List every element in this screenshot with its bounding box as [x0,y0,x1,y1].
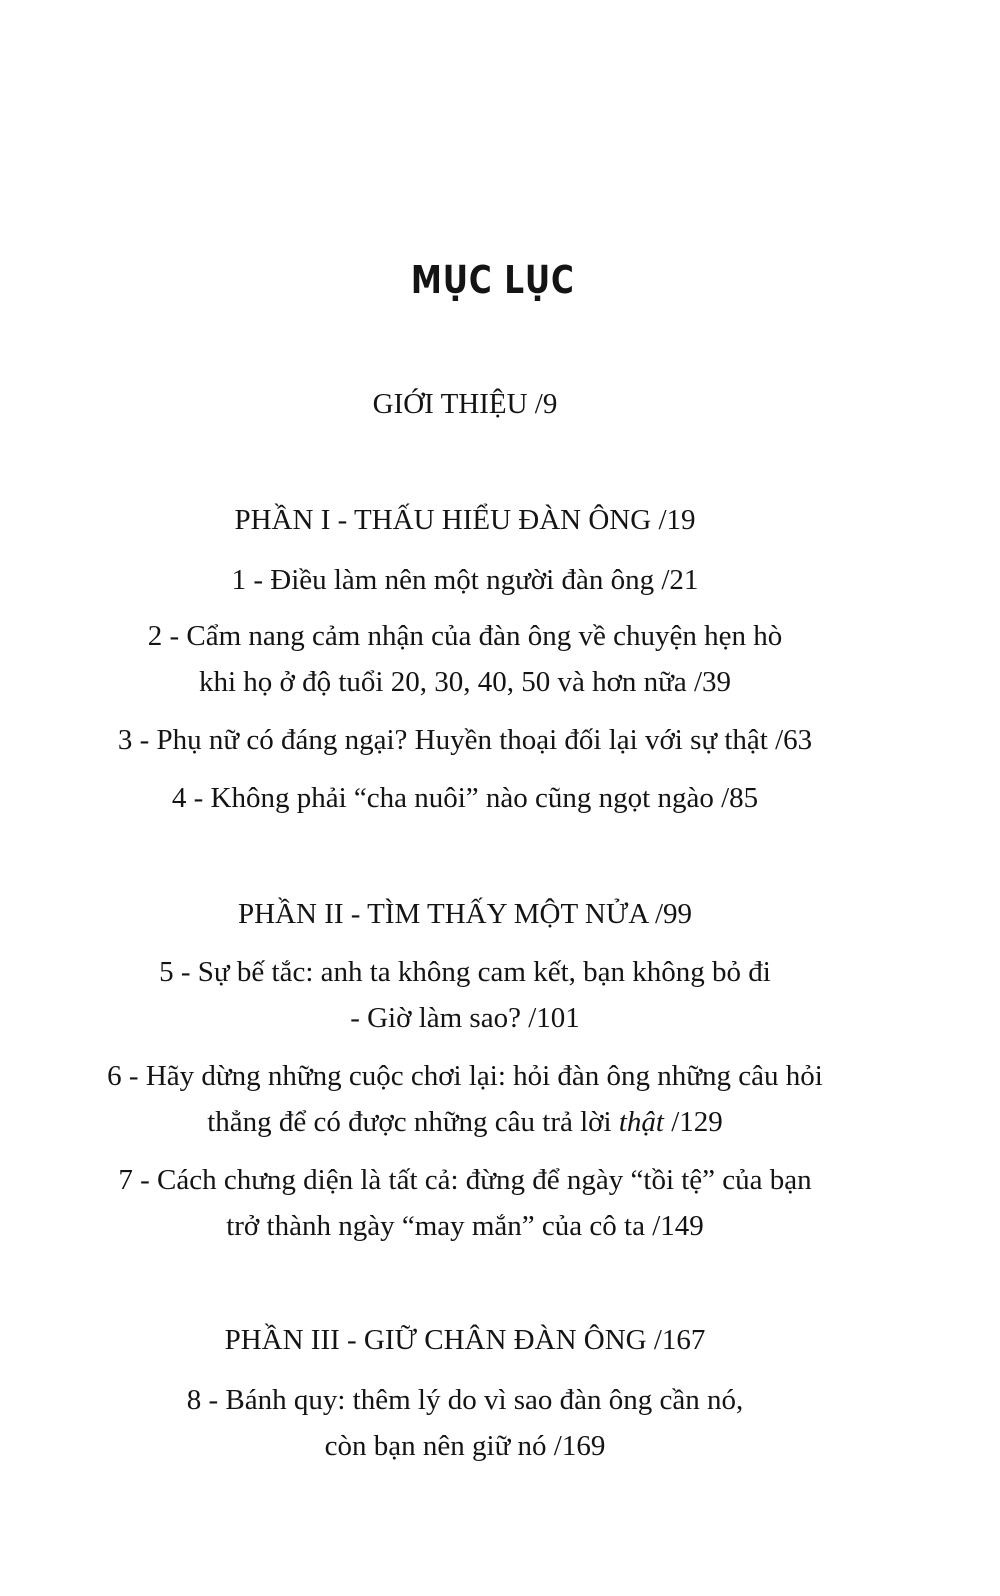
chapter-2-line1: 2 - Cẩm nang cảm nhận của đàn ông về chuyện hẹn hò [147,620,783,652]
chapter-7-line1: 7 - Cách chưng diện là tất cả: đừng để ngày “tồi tệ” của bạn [118,1164,812,1196]
chapter-6-page: /129 [671,1106,723,1138]
part2-heading: PHẦN II - TÌM THẤY MỘT NỬA /99 [237,898,693,930]
chapter-6-line2-text: thẳng để có được những câu trả lời [207,1106,612,1138]
chapter-6-line1: 6 - Hãy dừng những cuộc chơi lại: hỏi đàn ông những câu hỏi [107,1060,823,1092]
toc-title: MỤC LỤC [410,258,575,302]
chapter-8-line2: còn bạn nên giữ nó /169 [324,1430,606,1462]
chapter-1: 1 - Điều làm nên một người đàn ông /21 [231,564,699,596]
chapter-5-line1: 5 - Sự bế tắc: anh ta không cam kết, bạn không bỏ đi [159,956,771,988]
toc-intro: GIỚI THIỆU /9 [372,388,558,420]
chapter-8-line1: 8 - Bánh quy: thêm lý do vì sao đàn ông cần nó, [186,1384,744,1416]
chapter-6-line2 [0,1104,930,1140]
chapter-3: 3 - Phụ nữ có đáng ngại? Huyền thoại đối lại với sự thật /63 [117,724,813,756]
chapter-4: 4 - Không phải “cha nuôi” nào cũng ngọt ngào /85 [171,782,759,814]
chapter-6-italic-word: thật [618,1106,664,1138]
part3-heading: PHẦN III - GIỮ CHÂN ĐÀN ÔNG /167 [224,1324,706,1356]
chapter-2-line2: khi họ ở độ tuổi 20, 30, 40, 50 và hơn nữa /39 [198,666,732,698]
chapter-5-line2: - Giờ làm sao? /101 [350,1002,580,1034]
part1-heading: PHẦN I - THẤU HIỂU ĐÀN ÔNG /19 [234,504,696,536]
chapter-7-line2: trở thành ngày “may mắn” của cô ta /149 [226,1210,704,1242]
